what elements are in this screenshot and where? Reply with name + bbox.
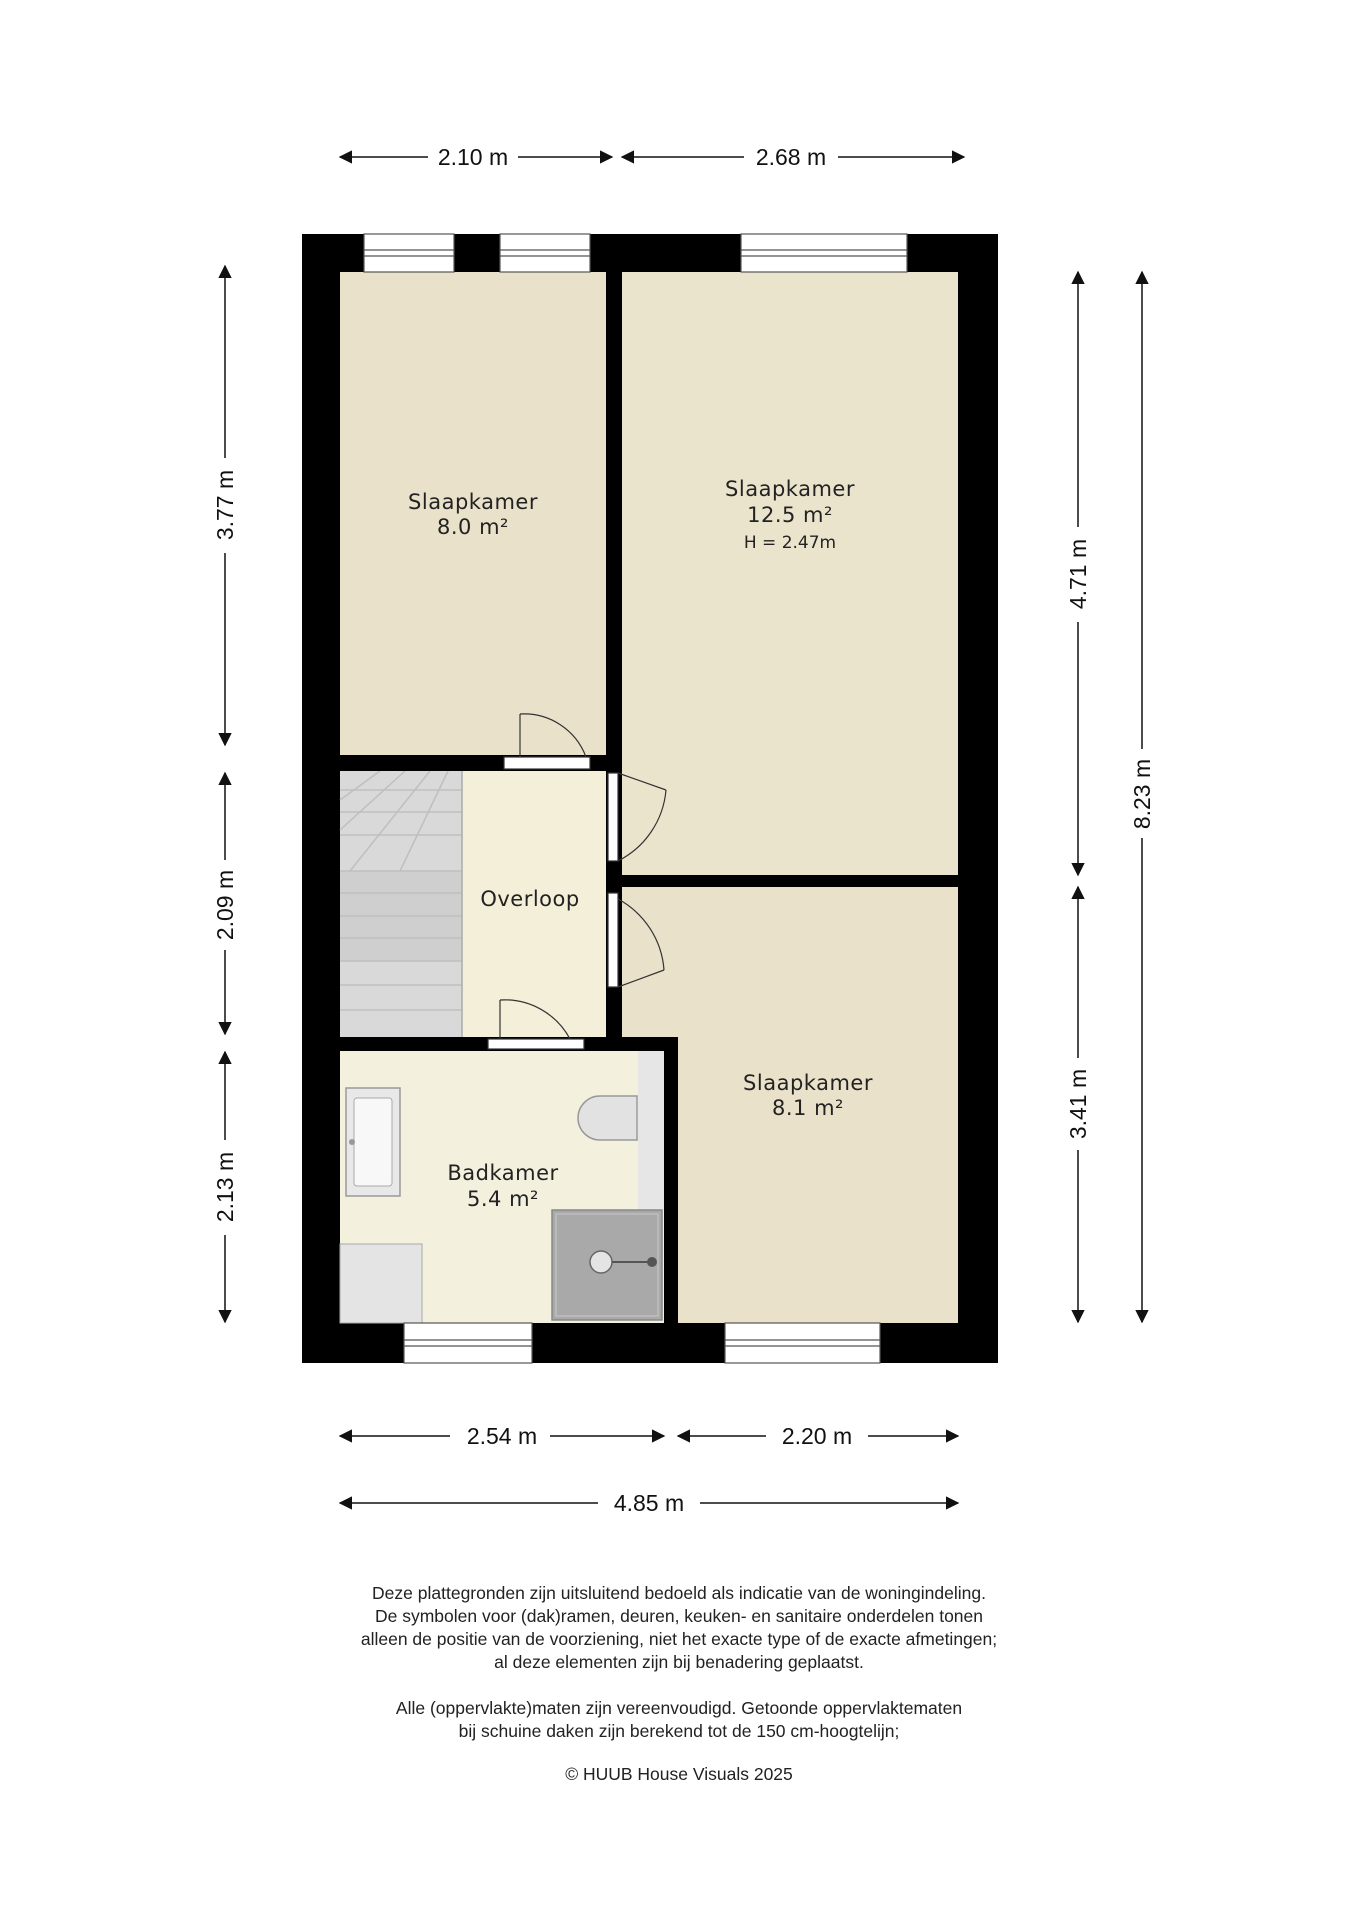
disclaimer-line: De symbolen voor (dak)ramen, deuren, keuken- en sanitaire onderdelen tonen <box>375 1606 983 1626</box>
dimension-right-lower: 3.41 m <box>1065 1068 1091 1140</box>
dimension-right-total: 8.23 m <box>1129 758 1155 830</box>
bathtub-sink <box>346 1088 400 1196</box>
dimension-left-middle: 2.09 m <box>212 869 238 941</box>
disclaimer-line: Alle (oppervlakte)maten zijn vereenvoudigd. Getoonde oppervlaktematen <box>395 1698 963 1718</box>
room-name-bedroom-right: Slaapkamer <box>743 1071 873 1095</box>
room-name-bedroom-large: Slaapkamer <box>725 477 855 501</box>
room-name-bathroom: Badkamer <box>447 1161 559 1185</box>
dimension-line-left-lower <box>212 1052 238 1322</box>
dimension-line-top-left <box>340 144 612 170</box>
dimension-line-bottom-left <box>340 1423 664 1449</box>
disclaimer-line: al deze elementen zijn bij benadering geplaatst. <box>494 1652 864 1672</box>
disclaimer <box>0 1582 1358 1766</box>
room-name-bedroom-small: Slaapkamer <box>408 490 538 514</box>
dimension-left-lower: 2.13 m <box>212 1151 238 1223</box>
dimension-right-upper: 4.71 m <box>1065 538 1091 610</box>
room-floor-bedroom-right-notch <box>622 887 678 1037</box>
room-area-bedroom-right: 8.1 m² <box>772 1096 844 1120</box>
shower <box>552 1210 662 1320</box>
dimension-left-upper: 3.77 m <box>212 469 238 541</box>
dimension-top-right: 2.68 m <box>755 144 827 170</box>
dimension-line-left-upper <box>212 266 238 745</box>
dimension-bottom-total: 4.85 m <box>613 1490 685 1516</box>
dimension-line-right-upper <box>1065 272 1091 875</box>
dimension-line-right-lower <box>1065 887 1091 1322</box>
dimension-top-left: 2.10 m <box>437 144 509 170</box>
room-name-landing: Overloop <box>480 887 580 911</box>
dimension-bottom-right: 2.20 m <box>781 1423 853 1449</box>
disclaimer-paragraph-2 <box>0 1697 1358 1743</box>
room-floor-bedroom-large <box>622 272 958 875</box>
bathroom-cabinet <box>340 1244 422 1323</box>
dimension-line-left-middle <box>212 773 238 1034</box>
disclaimer-line: bij schuine daken zijn berekend tot de 150 cm-hoogtelijn; <box>458 1721 900 1741</box>
dimension-line-right-total <box>1129 272 1155 1322</box>
dimension-line-top-right <box>622 144 964 170</box>
dimension-bottom-left: 2.54 m <box>466 1423 538 1449</box>
copyright-notice: © HUUB House Visuals 2025 <box>565 1764 793 1784</box>
room-area-bedroom-large: 12.5 m² <box>747 503 833 527</box>
room-height-bedroom-large: H = 2.47m <box>743 533 837 553</box>
dimension-line-bottom-total <box>340 1490 958 1516</box>
room-area-bedroom-small: 8.0 m² <box>437 515 509 539</box>
disclaimer-line: alleen de positie van de voorziening, niet het exacte type of de exacte afmetingen; <box>360 1629 998 1649</box>
disclaimer-paragraph-1 <box>0 1582 1358 1674</box>
dimension-line-bottom-right <box>678 1423 958 1449</box>
room-area-bathroom: 5.4 m² <box>467 1187 539 1211</box>
disclaimer-line: Deze plattegronden zijn uitsluitend bedoeld als indicatie van de woningindeling. <box>372 1583 986 1603</box>
